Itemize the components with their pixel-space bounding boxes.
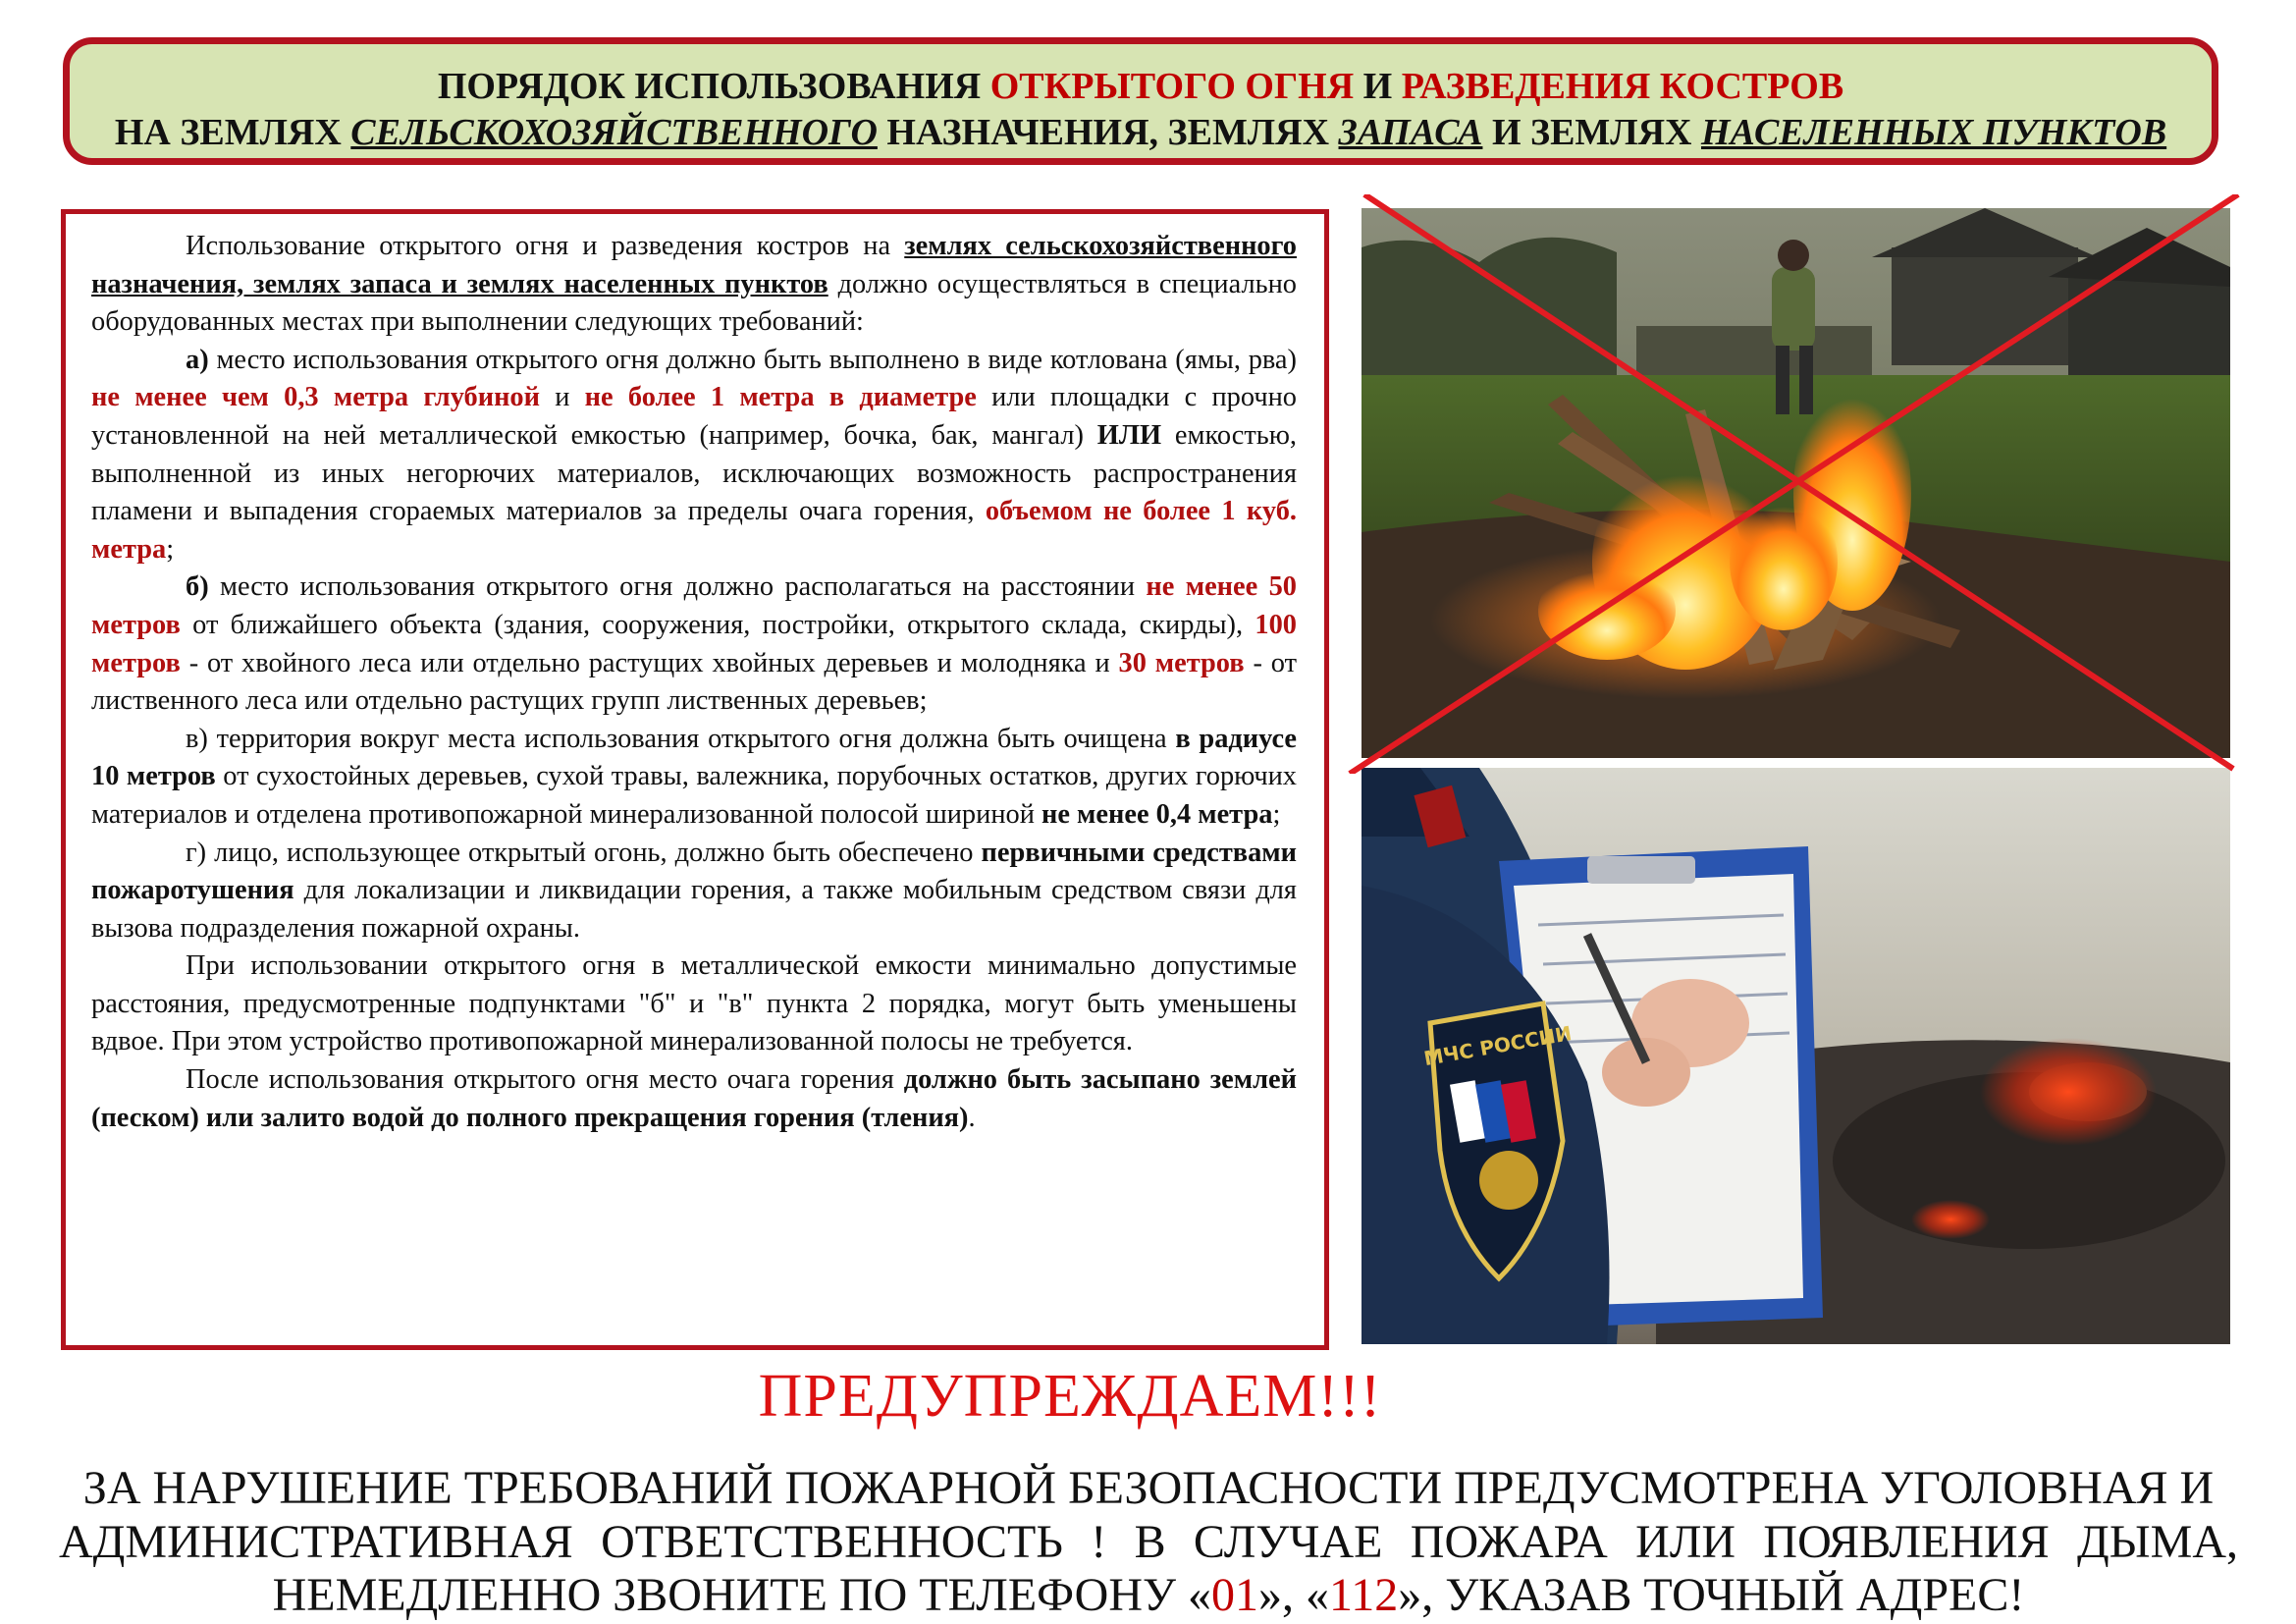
text-run: емкостью, выполненной из иных негорючих материалов, исключающих возможность распространения пламени и выпадения сгораемых материалов за пределы очага горения, xyxy=(91,419,1297,527)
phone-number-112: 112 xyxy=(1328,1569,1399,1621)
header-text: И xyxy=(1354,66,1402,107)
text-run: Использование открытого огня и разведения костров на xyxy=(186,231,905,261)
text-run: г) лицо, использующее открытый огонь, должно быть обеспечено xyxy=(186,837,982,868)
warning-title: ПРЕДУПРЕЖДАЕМ!!! xyxy=(758,1363,1382,1430)
phone-number-01: 01 xyxy=(1210,1569,1258,1621)
rule-v-paragraph xyxy=(91,721,1297,835)
rule-b-paragraph xyxy=(91,568,1297,720)
text-run-bold: в радиусе 10 метров xyxy=(91,723,1297,792)
text-run: место использования открытого огня должно быть выполнено в виде котлована (ямы, рва) xyxy=(208,344,1297,375)
header-emphasis: СЕЛЬСКОХОЗЯЙСТВЕННОГО xyxy=(350,112,878,153)
header-text: И ЗЕМЛЯХ xyxy=(1482,112,1701,153)
text-run-red: 30 метров xyxy=(1118,647,1245,678)
header-text: ПОРЯДОК ИСПОЛЬЗОВАНИЯ xyxy=(437,66,990,107)
warning-line-2: АДМИНИСТРАТИВНАЯ ОТВЕТСТВЕННОСТЬ ! В СЛУЧАЕ ПОЖАРА ИЛИ ПОЯВЛЕНИЯ ДЫМА, xyxy=(59,1516,2238,1568)
header-text: НА ЗЕМЛЯХ xyxy=(114,112,351,153)
inspector-photo xyxy=(1362,768,2230,1344)
warning-text: НЕМЕДЛЕННО ЗВОНИТЕ ПО ТЕЛЕФОНУ « xyxy=(272,1569,1211,1621)
metal-container-paragraph: При использовании открытого огня в металлической емкости минимально допустимые расстояния, предусмотренные подпунктами "б" и "в" пункта 2 порядка, могут быть уменьшены вдвое. При этом устройство противопожарной минерализованной полосы не требуется. xyxy=(91,950,1297,1057)
text-run-bold: должно быть засыпано землей (песком) или залито водой до полного прекращения горения (тления) xyxy=(91,1064,1297,1133)
text-run: . xyxy=(968,1102,976,1133)
prohibition-cross-icon xyxy=(1335,194,2258,774)
header-highlight: ОТКРЫТОГО ОГНЯ xyxy=(989,66,1355,107)
text-run-bold: ИЛИ xyxy=(1096,419,1162,451)
text-run: - от хвойного леса или отдельно растущих хвойных деревьев и молодняка и xyxy=(180,647,1119,678)
rules-text xyxy=(91,228,1297,1137)
text-run-red: не менее чем 0,3 метра глубиной xyxy=(91,382,540,413)
header-banner xyxy=(63,37,2218,165)
text-run: от сухостойных деревьев, сухой травы, валежника, порубочных остатков, других горючих материалов и отделена противопожарной минерализованной полосой шириной xyxy=(91,761,1297,830)
text-run: в) территория вокруг места использования открытого огня должна быть очищена xyxy=(186,723,1176,754)
text-run: После использования открытого огня место очага горения xyxy=(186,1064,904,1096)
rule-g-paragraph xyxy=(91,835,1297,948)
text-run-red: объемом не более 1 куб. метра xyxy=(91,496,1297,565)
rule-label: а) xyxy=(186,344,209,375)
text-run-bold: землях сельскохозяйственного назначения, землях запаса и землях населенных пунктов xyxy=(91,231,1298,299)
header-line-2 xyxy=(70,111,2212,154)
text-run-bold: первичными средствами пожаротушения xyxy=(91,837,1297,906)
text-run: ; xyxy=(1272,798,1281,830)
text-run: или площадки с прочно установленной на ней металлической емкостью (например, бочка, бак, мангал) xyxy=(91,382,1297,451)
rule-label: б) xyxy=(186,571,209,603)
rule-a-paragraph xyxy=(91,342,1297,569)
text-run: место использования открытого огня должно располагаться на расстоянии xyxy=(208,571,1147,603)
text-run-red: не более 1 метра в диаметре xyxy=(584,382,977,413)
warning-text: », УКАЗАВ ТОЧНЫЙ АДРЕС! xyxy=(1398,1569,2025,1621)
text-run-red: не менее 50 метров xyxy=(91,571,1298,640)
warning-line-3 xyxy=(59,1568,2238,1622)
text-run: и xyxy=(539,382,585,413)
text-run: для локализации и ликвидации горения, а также мобильным средством связи для вызова подразделения пожарной охраны. xyxy=(91,875,1297,944)
text-run: - от лиственного леса или отдельно растущих групп лиственных деревьев; xyxy=(91,647,1297,717)
badge-text: МЧС РОССИИ xyxy=(1421,1021,1574,1071)
text-run-red: 100 метров xyxy=(91,609,1297,678)
header-line-1 xyxy=(70,65,2212,108)
warning-line-1: ЗА НАРУШЕНИЕ ТРЕБОВАНИЙ ПОЖАРНОЙ БЕЗОПАСНОСТИ ПРЕДУСМОТРЕНА УГОЛОВНАЯ И xyxy=(82,1462,2215,1514)
warning-text: », « xyxy=(1257,1569,1329,1621)
header-emphasis: НАСЕЛЕННЫХ ПУНКТОВ xyxy=(1700,112,2167,153)
after-use-paragraph xyxy=(91,1061,1297,1137)
rules-text-box xyxy=(61,209,1329,1350)
header-emphasis: ЗАПАСА xyxy=(1338,112,1483,153)
text-run-bold: не менее 0,4 метра xyxy=(1041,798,1273,830)
text-run: от ближайшего объекта (здания, сооружения, постройки, открытого склада, скирды), xyxy=(180,609,1255,640)
intro-paragraph xyxy=(91,228,1297,342)
header-text: НАЗНАЧЕНИЯ, ЗЕМЛЯХ xyxy=(877,112,1339,153)
text-run: должно осуществляться в специально оборудованных местах при выполнении следующих требований: xyxy=(91,268,1297,338)
text-run: ; xyxy=(166,533,175,565)
header-highlight: РАЗВЕДЕНИЯ КОСТРОВ xyxy=(1401,66,1844,107)
